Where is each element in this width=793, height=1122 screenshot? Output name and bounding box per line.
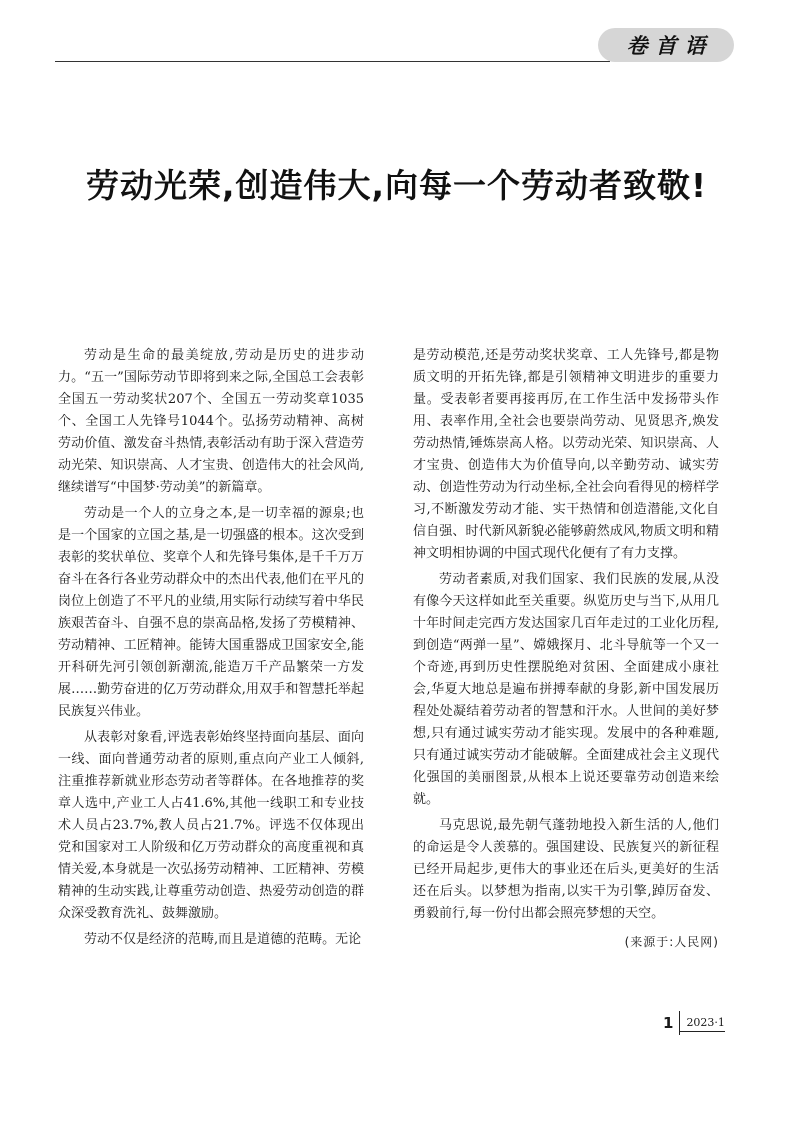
left-column [58,345,364,955]
source-attribution: (来源于:人民网) [624,935,719,949]
paragraph: 劳动是一个人的立身之本,是一切幸福的源泉;也是一个国家的立国之基,是一切强盛的根本。这次受到表彰的奖状单位、奖章个人和先锋号集体,是千千万万奋斗在各行各业劳动群众中的杰出代表,他们在平凡的岗位上创造了不平凡的业绩,用实际行动续写着中华民族艰苦奋斗、自强不息的崇高品格,发扬了劳模精神、劳动精神、工匠精神。能铸大国重器成卫国家安全,能开科研先河引领创新潮流,能造万千产品繁荣一方发展……勤劳奋进的亿万劳动群众,用双手和智慧托举起民族复兴伟业。 [58,506,364,719]
paragraph: 是劳动模范,还是劳动奖状奖章、工人先锋号,都是物质文明的开拓先锋,都是引领精神文明进步的重要力量。受表彰者要再接再厉,在工作生活中发扬带头作用、表率作用,全社会也要崇尚劳动、见贤思齐,焕发劳动热情,锤炼崇高人格。以劳动光荣、知识崇高、人才宝贵、创造伟大为价值导向,以辛勤劳动、诚实劳动、创造性劳动为行动坐标,全社会向看得见的榜样学习,不断激发劳动才能、实干热情和创造潜能,文化自信自强、时代新风新貌必能够蔚然成风,物质文明和精神文明相协调的中国式现代化便有了有力支撑。 [413,348,719,561]
header-rule [55,61,610,62]
paragraph: 劳动不仅是经济的范畴,而且是道德的范畴。无论 [84,932,362,947]
page-footer [663,1011,725,1035]
paragraph: 马克思说,最先朝气蓬勃地投入新生活的人,他们的命运是令人羡慕的。强国建设、民族复兴的新征程已经开局起步,更伟大的事业还在后头,更美好的生活还在后头。以梦想为指南,以实干为引擎,踔厉奋发、勇毅前行,每一份付出都会照亮梦想的天空。 [413,818,719,921]
paragraph: 劳动者素质,对我们国家、我们民族的发展,从没有像今天这样如此至关重要。纵览历史与当下,从用几十年时间走完西方发达国家几百年走过的工业化历程,到创造“两弹一星”、嫦娥探月、北斗导航等一个又一个奇迹,再到历史性摆脱绝对贫困、全面建成小康社会,华夏大地总是遍布拼搏奉献的身影,新中国发展历程处处凝结着劳动者的智慧和汗水。人世间的美好梦想,只有通过诚实劳动才能实现。发展中的各种难题,只有通过诚实劳动才能破解。全面建成社会主义现代化强国的美丽图景,从根本上说还要靠劳动创造来绘就。 [413,572,719,807]
section-label: 卷首语 [598,28,734,62]
issue-label: 2023·1 [680,1015,725,1032]
paragraph: 劳动是生命的最美绽放,劳动是历史的进步动力。“五一”国际劳动节即将到来之际,全国总工会表彰全国五一劳动奖状207个、全国五一劳动奖章1035个、全国工人先锋号1044个。弘扬劳动精神、高树劳动价值、激发奋斗热情,表彰活动有助于深入营造劳动光荣、知识崇高、人才宝贵、创造伟大的社会风尚,继续谱写“中国梦·劳动美”的新篇章。 [58,348,364,495]
page-number: 1 [663,1011,680,1035]
article-title: 劳动光荣,创造伟大,向每一个劳动者致敬! [85,166,708,205]
paragraph: 从表彰对象看,评选表彰始终坚持面向基层、面向一线、面向普通劳动者的原则,重点向产业工人倾斜,注重推荐新就业形态劳动者等群体。在各地推荐的奖章人选中,产业工人占41.6%,其他一线职工和专业技术人员占23.7%,教人员占21.7%。评选不仅体现出党和国家对工人阶级和亿万劳动群众的高度重视和真情关爱,本身就是一次弘扬劳动精神、工匠精神、劳模精神的生动实践,让尊重劳动创造、热爱劳动创造的群众深受教育洗礼、鼓舞激励。 [58,730,364,921]
right-column [413,345,719,953]
